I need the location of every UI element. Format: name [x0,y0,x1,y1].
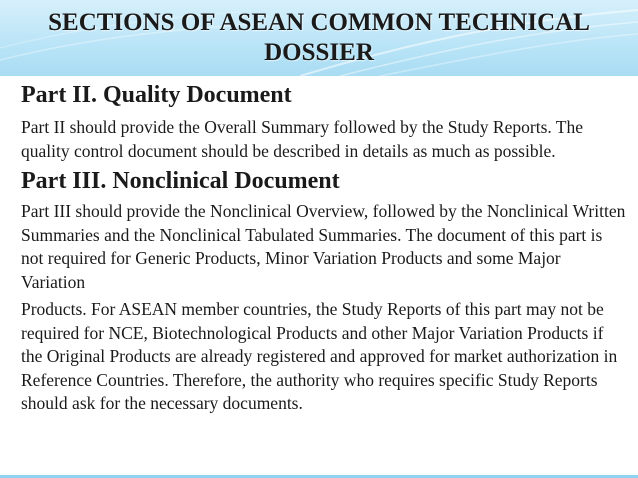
section-paragraph-part-2: Part II should provide the Overall Summary followed by the Study Reports. The quality control document should be described in details as much as possible. [21,117,584,161]
slide-title-line-2: DOSSIER [264,39,374,66]
slide-title [0,8,638,68]
section-paragraph-part-3-b: Products. For ASEAN member countries, the Study Reports of this part may not be required for NCE, Biotechnological Products and other Major Variation Products if the Original Products are already registered and approved for market authorization in Reference Countries. Therefore, the authority who requires specific Study Reports should ask for the necessary documents. [21,299,618,413]
slide-title-line-1: SECTIONS OF ASEAN COMMON TECHNICAL [48,9,590,36]
title-banner [0,0,638,76]
section-heading-part-2: Part II. Quality Document [21,82,292,108]
section-paragraph-part-3-a: Part III should provide the Nonclinical Overview, followed by the Nonclinical Written Summaries and the Nonclinical Tabulated Summaries. The document of this part is not required for Generic Products, Minor Variation Products and some Major Variation [21,201,626,292]
slide-content [21,80,627,416]
section-heading-part-3: Part III. Nonclinical Document [21,168,340,194]
